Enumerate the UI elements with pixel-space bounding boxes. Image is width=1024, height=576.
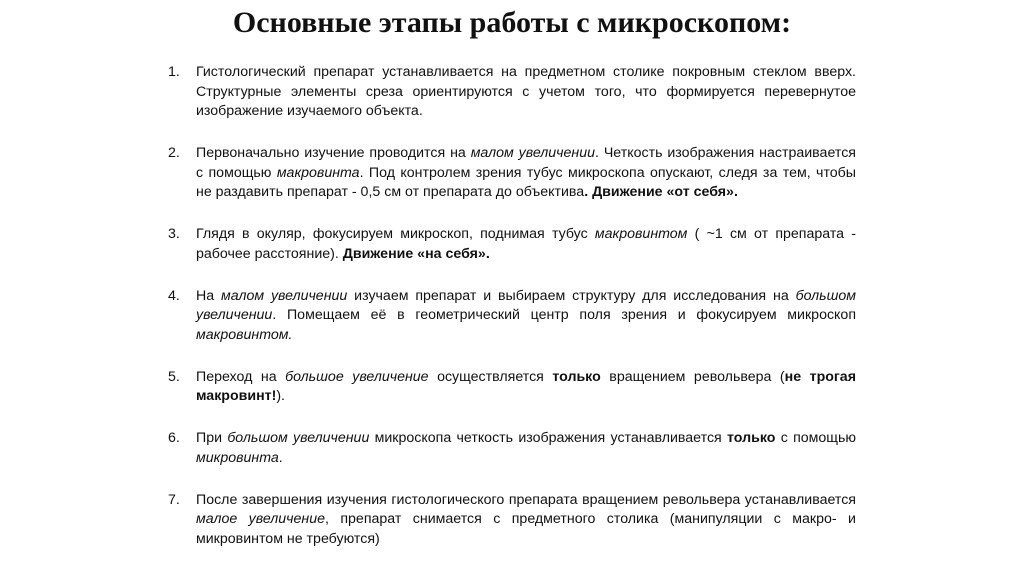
steps-list <box>168 63 856 549</box>
step-text-segment: только <box>727 430 776 446</box>
list-item <box>168 225 856 264</box>
step-text-segment: На <box>196 287 222 304</box>
step-text-segment: . Движение «от себя». <box>584 184 738 200</box>
step-text-segment: большом увеличении <box>196 287 857 323</box>
page-title: Основные этапы работы с микроскопом: <box>232 6 792 39</box>
step-text-segment: , препарат снимается с предметного столика (манипуляции с макро- и микровинтом не требуются) <box>196 511 856 547</box>
step-text <box>196 64 856 119</box>
step-text-segment: большое увеличение <box>285 368 429 385</box>
step-number: 6. <box>168 430 180 446</box>
step-text-segment: макровинтом <box>594 226 688 242</box>
step-text-segment: Первоначально изучение проводится на <box>196 145 471 161</box>
step-text-segment: большом увеличении <box>227 430 370 446</box>
step-text-segment: микроскопа четкость изображения устанавливается <box>369 430 728 446</box>
step-text-segment: малом увеличении <box>221 287 348 304</box>
step-text-segment: . Помещаем её в геометрический центр поля зрения и фокусируем микроскоп <box>272 307 856 323</box>
step-number: 3. <box>168 226 180 242</box>
step-text-segment: малом увеличении <box>470 145 595 161</box>
step-text-segment: Движение «на себя». <box>342 245 490 262</box>
step-text-segment: вращением револьвера ( <box>600 368 785 385</box>
step-text <box>196 369 856 405</box>
step-text-segment: Глядя в окуляр, фокусируем микроскоп, поднимая тубус <box>196 226 595 242</box>
step-text-segment: микровинта <box>196 449 279 466</box>
step-text-segment: не трогая макровинт! <box>196 368 856 404</box>
step-text-segment: ( ~1 см от препарата - рабочее расстояние). <box>196 226 856 262</box>
step-text-segment: малое увеличение <box>196 511 325 527</box>
step-text <box>196 430 856 466</box>
step-text-segment: макровинта <box>276 164 360 181</box>
step-text <box>196 288 856 343</box>
list-item <box>168 287 856 346</box>
step-text-segment: осуществляется <box>428 368 553 385</box>
step-text-segment: . Четкость изображения настраивается с помощью <box>196 145 856 181</box>
step-text-segment: . Под контролем зрения тубус микроскопа опускают, следя за тем, чтобы не раздавить препарат - 0,5 см от препарата до объектива <box>196 164 856 200</box>
step-text-segment: Гистологический препарат устанавливается на предметном столике покровным стеклом вверх. Структурные элементы среза ориентируются с учетом того, что формируется перевернутое изображение изучаемого объекта. <box>196 64 856 119</box>
step-text <box>196 145 856 200</box>
step-number: 4. <box>168 287 180 304</box>
list-item <box>168 491 856 550</box>
step-text-segment: Переход на <box>196 368 286 385</box>
step-text-segment: макровинтом. <box>196 326 293 343</box>
step-text-segment: с помощью <box>775 430 856 446</box>
list-item <box>168 63 856 122</box>
step-text <box>196 226 856 262</box>
step-text-segment: изучаем препарат и выбираем структуру для исследования на <box>347 287 796 304</box>
step-text-segment: ). <box>276 388 285 404</box>
list-item <box>168 368 856 407</box>
step-text-segment: После завершения изучения гистологического препарата вращением револьвера устанавливается <box>196 491 856 508</box>
step-text-segment: При <box>196 430 228 446</box>
step-number: 5. <box>168 368 180 385</box>
list-item <box>168 144 856 203</box>
list-item <box>168 429 856 468</box>
step-text-segment: . <box>278 449 283 466</box>
step-text-segment: только <box>552 368 601 385</box>
step-number: 1. <box>168 64 180 80</box>
step-number: 2. <box>168 145 180 161</box>
step-number: 7. <box>168 491 180 508</box>
step-text <box>196 492 856 547</box>
